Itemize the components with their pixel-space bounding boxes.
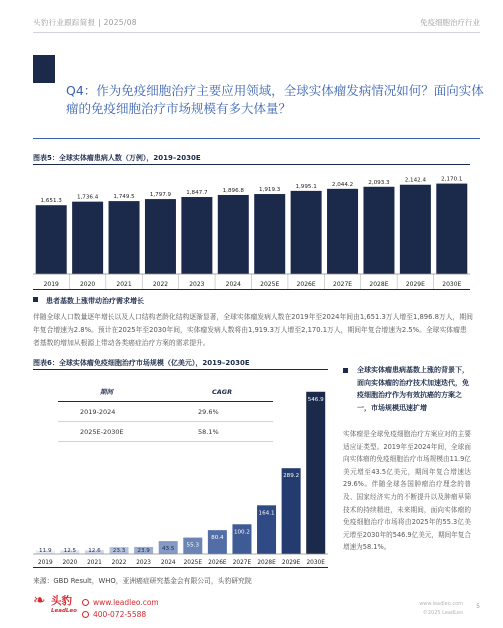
data-label: 80.4 — [211, 535, 224, 542]
x-tick-label: 2024 — [160, 560, 176, 566]
bar — [282, 468, 301, 554]
x-tick-label: 2022 — [152, 281, 169, 288]
cagr-row-value: 29.6% — [198, 407, 219, 416]
patients-bar-chart — [33, 168, 470, 290]
footer-right-line2: ©2025 LeadLeo — [422, 610, 463, 616]
x-tick-label: 2029E — [281, 560, 301, 566]
bar — [436, 184, 467, 274]
header-report-title: 头豹行业跟踪简报 | 2025/08 — [33, 18, 137, 27]
phone-link[interactable] — [82, 609, 159, 621]
x-tick-label: 2027E — [232, 560, 252, 566]
figure6-rule — [33, 369, 328, 370]
figure6-title: 图表6：全球实体瘤免疫细胞治疗市场规模（亿美元），2019–2030E — [33, 359, 250, 367]
section1-heading — [33, 296, 144, 306]
x-tick-label: 2020 — [79, 281, 96, 288]
page-number: 5 — [476, 603, 480, 610]
bar — [306, 392, 325, 554]
cagr-row-period: 2025E-2030E — [80, 427, 124, 436]
figure5-title: 图表5：全球实体瘤患病人数（万例），2019–2030E — [33, 154, 201, 162]
data-label: 2,142.4 — [404, 177, 427, 184]
globe-icon — [82, 599, 89, 606]
bar — [36, 205, 67, 274]
data-label: 23.3 — [112, 548, 126, 554]
data-label: 1,797.9 — [149, 192, 172, 199]
bar — [327, 189, 358, 274]
x-tick-label: 2028E — [257, 560, 276, 566]
data-label: 43.5 — [161, 546, 175, 553]
data-label: 1,736.4 — [76, 194, 99, 201]
bar — [291, 191, 322, 274]
bar — [218, 195, 249, 274]
x-tick-label: 2025E — [183, 560, 203, 566]
title-accent-block — [33, 55, 55, 83]
data-label: 1,919.3 — [259, 187, 281, 194]
cagr-row-value: 58.1% — [198, 427, 219, 436]
x-tick-label: 2021 — [87, 560, 102, 566]
bar — [181, 197, 212, 274]
data-label: 164.1 — [258, 510, 275, 517]
data-label: 1,651.3 — [40, 198, 62, 205]
bar — [254, 194, 285, 274]
section1-paragraph: 伴随全球人口数量逐年增长以及人口结构老龄化结构逐渐显著，全球实体瘤发病人数在2019年至2024年间由1,651.3万人增至1,896.8万人，期间年复合增速为2.8%。预计在2025年至2030年间，实体瘤发病人数将由1,919.3万人增至2,170.1万人，期间年复合增速为2.5%。全球实体瘤患者基数的增加从根源上带动各类癌症治疗方案的需求提升。 — [33, 313, 473, 347]
footer-right-line1: www.leadleo.com — [419, 601, 463, 607]
table-row — [58, 402, 273, 422]
cagr-header-cagr: CAGR — [212, 387, 233, 396]
bar — [400, 185, 431, 274]
x-tick-label: 2029E — [405, 281, 425, 288]
x-tick-label: 2023 — [189, 281, 205, 288]
website-text: www.leadleo.com — [93, 598, 159, 607]
x-tick-label: 2028E — [369, 281, 389, 288]
phone-icon — [82, 611, 89, 618]
leopard-icon: ❧ — [33, 591, 46, 609]
x-tick-label: 2021 — [116, 281, 132, 288]
sidebar-heading — [343, 364, 471, 414]
x-tick-label: 2030E — [442, 281, 462, 288]
cagr-table-header — [58, 382, 273, 402]
header-divider — [33, 32, 480, 33]
cagr-header-period: 期间 — [100, 388, 113, 396]
logo-en: LeadLeo — [51, 608, 77, 614]
data-label: 289.2 — [283, 473, 300, 480]
x-tick-label: 2024 — [225, 281, 241, 288]
source-note: 来源：GBD Result，WHO，亚洲癌症研究基金会有限公司，头豹研究院 — [33, 577, 252, 585]
x-tick-label: 2030E — [306, 560, 325, 566]
sidebar-heading-text: 全球实体瘤患病基数上涨的背景下，面向实体瘤的治疗技术加速迭代，免疫细胞治疗作为有效抗癌的方案之一，市场规模迅速扩增 — [357, 366, 469, 412]
table-row — [58, 422, 273, 442]
x-tick-label: 2019 — [37, 560, 53, 566]
bar — [208, 530, 227, 554]
bullet-square-icon — [33, 297, 38, 302]
x-tick-label: 2019 — [43, 281, 59, 288]
data-label: 2,044.2 — [331, 181, 354, 188]
cagr-row-period: 2019-2024 — [80, 407, 116, 416]
x-tick-label: 2023 — [136, 560, 152, 566]
bar — [145, 199, 176, 274]
data-label: 2,170.1 — [441, 176, 463, 183]
footer-right-text — [419, 600, 463, 618]
bullet-square-icon — [343, 368, 348, 373]
data-label: 1,749.5 — [113, 194, 135, 201]
question-title: Q4：作为免疫细胞治疗主要应用领域，全球实体瘤发病情况如何？面向实体瘤的免疫细胞治疗市场规模有多大体量？ — [66, 83, 484, 116]
data-label: 546.9 — [307, 396, 324, 403]
phone-text: 400-072-5588 — [93, 610, 147, 619]
footer-contact — [82, 597, 159, 621]
data-label: 1,847.7 — [186, 190, 208, 197]
data-label: 100.2 — [233, 529, 250, 536]
website-link[interactable] — [82, 597, 159, 609]
bar — [109, 201, 140, 274]
header-industry-name: 免疫细胞治疗行业 — [420, 18, 480, 27]
data-label: 12.5 — [63, 548, 77, 554]
cagr-table — [58, 382, 273, 442]
leadleo-logo[interactable] — [33, 592, 77, 622]
sidebar-body: 实体瘤是全球免疫细胞治疗方案应对的主要适应证类型。2019年至2024年间，全球面向实体瘤的免疫细胞治疗市场规模由11.9亿美元增至43.5亿美元，期间年复合增速达29.6%。伴随全球各国肿瘤治疗理念的普及、国家经济实力的不断提升以及肿瘤早筛技术的持续精进，未来期间，面向实体瘤的免疫细胞治疗市场将由2025年的55.3亿美元增至2030年的546.9亿美元，期间年复合增速为58.1%。 — [343, 430, 471, 552]
bar — [72, 202, 103, 274]
data-label: 12.6 — [88, 548, 101, 554]
x-tick-label: 2025E — [260, 281, 280, 288]
logo-cn: 头豹 — [51, 595, 72, 607]
data-label: 23.9 — [137, 548, 150, 554]
data-label: 1,995.1 — [295, 183, 317, 190]
data-label: 11.9 — [39, 548, 52, 554]
x-tick-label: 2022 — [111, 560, 127, 566]
section1-heading-text: 患者基数上涨带动治疗需求增长 — [46, 297, 144, 305]
bar — [363, 187, 394, 274]
figure5-rule — [33, 164, 470, 165]
x-tick-label: 2026E — [296, 281, 316, 288]
data-label: 1,896.8 — [222, 187, 244, 194]
title-divider — [33, 138, 480, 139]
x-tick-label: 2020 — [62, 560, 78, 566]
x-tick-label: 2026E — [208, 560, 227, 566]
data-label: 2,093.3 — [368, 179, 390, 186]
x-tick-label: 2027E — [333, 281, 353, 288]
data-label: 55.3 — [186, 542, 200, 549]
